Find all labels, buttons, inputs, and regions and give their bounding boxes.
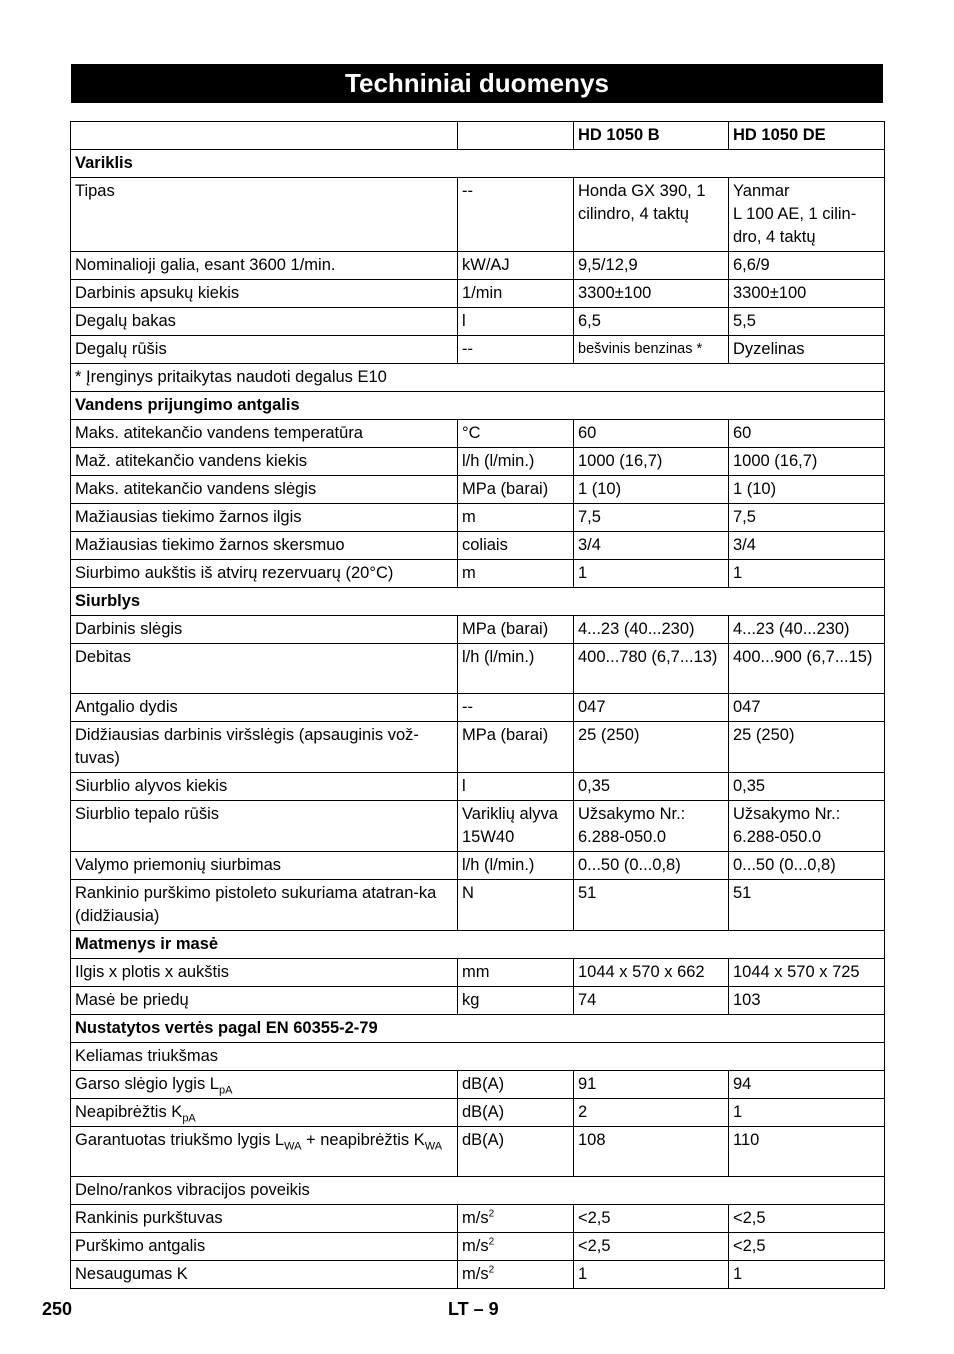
row-unit: l/h (l/min.): [458, 852, 574, 880]
row-unit: coliais: [458, 532, 574, 560]
row-value-de: Užsakymo Nr.: 6.288-050.0: [729, 801, 885, 852]
row-label-part2: + neapibrėžtis K: [301, 1131, 425, 1149]
row-unit: l/h (l/min.): [458, 448, 574, 476]
row-value-de-line1: Yanmar: [733, 182, 790, 200]
row-label: Mažiausias tiekimo žarnos ilgis: [71, 504, 458, 532]
row-label: Valymo priemonių siurbimas: [71, 852, 458, 880]
row-value-b: 9,5/12,9: [574, 252, 729, 280]
table-row: [71, 987, 885, 1015]
table-row: [71, 1071, 885, 1099]
table-row: [71, 1205, 885, 1233]
table-row: [71, 616, 885, 644]
table-row: [71, 880, 885, 931]
row-value-b: 91: [574, 1071, 729, 1099]
row-label: Siurbimo aukštis iš atvirų rezervuarų (20°C): [71, 560, 458, 588]
row-label: Tipas: [71, 178, 458, 252]
technical-data-table: [70, 121, 885, 1289]
row-value-de: 1: [729, 1261, 885, 1289]
row-label: Nominalioji galia, esant 3600 1/min.: [71, 252, 458, 280]
row-label-sub: pA: [182, 1112, 196, 1125]
row-unit: °C: [458, 420, 574, 448]
row-value-de-line2: L 100 AE, 1 cilin-dro, 4 taktų: [733, 205, 857, 246]
table-row: [71, 420, 885, 448]
table-row: [71, 448, 885, 476]
row-label: Purškimo antgalis: [71, 1233, 458, 1261]
row-value-b: 1: [574, 560, 729, 588]
row-value-b: 2: [574, 1099, 729, 1127]
header-empty: [71, 122, 458, 150]
row-value-b: 1: [574, 1261, 729, 1289]
fuel-note: * Įrenginys pritaikytas naudoti degalus E10: [71, 364, 885, 392]
row-value-de: 7,5: [729, 504, 885, 532]
row-value-b: 6,5: [574, 308, 729, 336]
row-value-b: 3/4: [574, 532, 729, 560]
table-header-row: [71, 122, 885, 150]
row-label: Maž. atitekančio vandens kiekis: [71, 448, 458, 476]
row-value-de: 110: [729, 1127, 885, 1177]
row-value-de: 1: [729, 1099, 885, 1127]
row-unit: N: [458, 880, 574, 931]
page-language-code: LT – 9: [448, 1299, 499, 1319]
row-value-b: 60: [574, 420, 729, 448]
row-value-de: 103: [729, 987, 885, 1015]
row-unit: kW/AJ: [458, 252, 574, 280]
row-label-main: Garso slėgio lygis L: [75, 1075, 219, 1093]
table-row: [71, 532, 885, 560]
row-value-de: 4...23 (40...230): [729, 616, 885, 644]
page-number: 250: [42, 1299, 73, 1319]
row-unit: l/h (l/min.): [458, 644, 574, 694]
row-unit: --: [458, 178, 574, 252]
table-row: [71, 773, 885, 801]
table-row: [71, 280, 885, 308]
row-value-b: <2,5: [574, 1205, 729, 1233]
row-unit: dB(A): [458, 1071, 574, 1099]
row-unit: MPa (barai): [458, 616, 574, 644]
row-value-b: 1 (10): [574, 476, 729, 504]
row-unit-sup: 2: [488, 1208, 495, 1220]
row-unit: m: [458, 504, 574, 532]
section-en-values: Nustatytos vertės pagal EN 60355-2-79: [71, 1015, 885, 1043]
table-row: [71, 959, 885, 987]
row-value-b: Honda GX 390, 1 cilindro, 4 taktų: [574, 178, 729, 252]
row-label: Degalų rūšis: [71, 336, 458, 364]
row-value-de: 94: [729, 1071, 885, 1099]
row-value-b: 3300±100: [574, 280, 729, 308]
table-row: [71, 560, 885, 588]
row-value-b: 0,35: [574, 773, 729, 801]
row-unit: [458, 1261, 574, 1289]
row-label: Darbinis slėgis: [71, 616, 458, 644]
row-value-de: 25 (250): [729, 722, 885, 773]
table-row: [71, 694, 885, 722]
row-value-b: 1044 x 570 x 662: [574, 959, 729, 987]
row-value-b: bešvinis benzinas *: [574, 336, 729, 364]
row-unit-sup: 2: [488, 1236, 495, 1248]
row-unit: dB(A): [458, 1099, 574, 1127]
table-row: [71, 852, 885, 880]
row-value-de: 1044 x 570 x 725: [729, 959, 885, 987]
table-row: [71, 1099, 885, 1127]
row-value-b: 51: [574, 880, 729, 931]
row-unit: m: [458, 560, 574, 588]
row-label: Antgalio dydis: [71, 694, 458, 722]
row-unit-sup: 2: [488, 1264, 495, 1276]
row-label: Masė be priedų: [71, 987, 458, 1015]
row-value-b: 1000 (16,7): [574, 448, 729, 476]
section-dimensions: Matmenys ir masė: [71, 931, 885, 959]
row-unit-main: m/s: [462, 1237, 489, 1255]
section-pump: Siurblys: [71, 588, 885, 616]
row-value-de: 5,5: [729, 308, 885, 336]
row-value-de: 3300±100: [729, 280, 885, 308]
row-unit: kg: [458, 987, 574, 1015]
row-value-b: 400...780 (6,7...13): [574, 644, 729, 694]
table-row: [71, 801, 885, 852]
row-unit: --: [458, 336, 574, 364]
row-unit: mm: [458, 959, 574, 987]
table-row: [71, 722, 885, 773]
row-unit: [458, 1233, 574, 1261]
row-label-sub2: WA: [424, 1140, 443, 1153]
row-value-b: 047: [574, 694, 729, 722]
row-label: [71, 1099, 458, 1127]
row-value-b: 7,5: [574, 504, 729, 532]
row-unit: --: [458, 694, 574, 722]
page-title: Techniniai duomenys: [71, 64, 883, 103]
row-value-de: 1: [729, 560, 885, 588]
row-value-de: Dyzelinas: [729, 336, 885, 364]
row-value-de: 047: [729, 694, 885, 722]
subsection-noise: Keliamas triukšmas: [71, 1043, 885, 1071]
row-label: Rankinis purkštuvas: [71, 1205, 458, 1233]
row-label: Darbinis apsukų kiekis: [71, 280, 458, 308]
row-value-de: [729, 178, 885, 252]
row-value-de: 0,35: [729, 773, 885, 801]
row-label: Nesaugumas K: [71, 1261, 458, 1289]
row-unit: dB(A): [458, 1127, 574, 1177]
row-value-b: 74: [574, 987, 729, 1015]
table-row: [71, 1261, 885, 1289]
table-row: [71, 476, 885, 504]
row-label: Debitas: [71, 644, 458, 694]
row-value-de: 60: [729, 420, 885, 448]
row-label: Siurblio tepalo rūšis: [71, 801, 458, 852]
row-value-de: 400...900 (6,7...15): [729, 644, 885, 694]
row-value-b: 0...50 (0...0,8): [574, 852, 729, 880]
row-label-part1: Garantuotas triukšmo lygis L: [75, 1131, 285, 1149]
table-row: [71, 504, 885, 532]
row-value-b: Užsakymo Nr.: 6.288-050.0: [574, 801, 729, 852]
row-value-de: 1 (10): [729, 476, 885, 504]
row-value-de: 1000 (16,7): [729, 448, 885, 476]
row-label: Degalų bakas: [71, 308, 458, 336]
row-label-sub: pA: [218, 1084, 233, 1097]
row-value-b: <2,5: [574, 1233, 729, 1261]
row-unit: l: [458, 308, 574, 336]
section-water-connection: Vandens prijungimo antgalis: [71, 392, 885, 420]
row-value-b: 108: [574, 1127, 729, 1177]
subsection-vibration: Delno/rankos vibracijos poveikis: [71, 1177, 885, 1205]
header-hd1050de: HD 1050 DE: [729, 122, 885, 150]
row-label-main: Neapibrėžtis K: [75, 1103, 183, 1121]
row-unit-main: m/s: [462, 1209, 489, 1227]
row-unit: MPa (barai): [458, 476, 574, 504]
header-hd1050b: HD 1050 B: [574, 122, 729, 150]
row-unit: l: [458, 773, 574, 801]
row-unit: [458, 1205, 574, 1233]
table-row: [71, 308, 885, 336]
row-label: Ilgis x plotis x aukštis: [71, 959, 458, 987]
row-unit: Variklių alyva 15W40: [458, 801, 574, 852]
row-label: Maks. atitekančio vandens slėgis: [71, 476, 458, 504]
row-value-de: 3/4: [729, 532, 885, 560]
row-value-de: 6,6/9: [729, 252, 885, 280]
row-value-b: 25 (250): [574, 722, 729, 773]
row-label: Didžiausias darbinis viršslėgis (apsauginis vož-tuvas): [71, 722, 458, 773]
row-unit: 1/min: [458, 280, 574, 308]
row-label: [71, 1127, 458, 1177]
row-label: Maks. atitekančio vandens temperatūra: [71, 420, 458, 448]
header-empty-unit: [458, 122, 574, 150]
row-value-b: 4...23 (40...230): [574, 616, 729, 644]
row-label: Mažiausias tiekimo žarnos skersmuo: [71, 532, 458, 560]
table-row: [71, 1127, 885, 1177]
table-row: [71, 252, 885, 280]
table-row: [71, 178, 885, 252]
row-value-de: 51: [729, 880, 885, 931]
row-label-sub1: WA: [284, 1140, 302, 1153]
row-value-de: <2,5: [729, 1233, 885, 1261]
table-row: [71, 1233, 885, 1261]
row-label: Siurblio alyvos kiekis: [71, 773, 458, 801]
section-engine: Variklis: [71, 150, 885, 178]
row-label: Rankinio purškimo pistoleto sukuriama atatran-ka (didžiausia): [71, 880, 458, 931]
row-unit: MPa (barai): [458, 722, 574, 773]
row-label: [71, 1071, 458, 1099]
row-unit-main: m/s: [462, 1265, 489, 1283]
row-value-de: 0...50 (0...0,8): [729, 852, 885, 880]
row-value-de: <2,5: [729, 1205, 885, 1233]
table-row: [71, 644, 885, 694]
table-row: [71, 336, 885, 364]
